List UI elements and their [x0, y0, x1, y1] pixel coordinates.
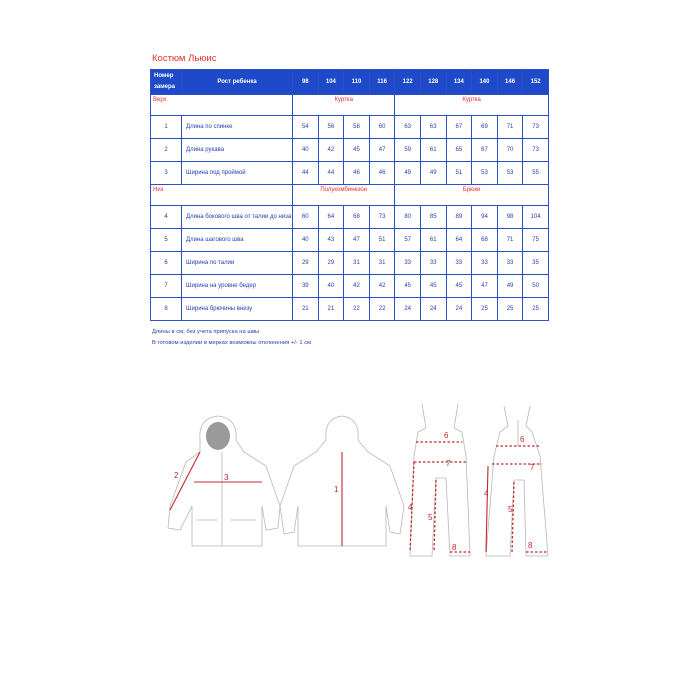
row-num: 6 [151, 252, 182, 275]
header-size: 98 [293, 70, 319, 95]
header-size: 152 [523, 70, 549, 95]
row-value: 42 [344, 275, 370, 298]
header-rost: Рост ребенка [182, 70, 293, 95]
row-value: 46 [344, 162, 370, 185]
row-value: 54 [293, 116, 319, 139]
section-group-right: Куртка [395, 95, 549, 116]
row-value: 53 [497, 162, 523, 185]
row-value: 71 [497, 116, 523, 139]
row-value: 89 [446, 206, 472, 229]
jacket-front-drawing [168, 416, 280, 546]
row-num: 1 [151, 116, 182, 139]
row-value: 65 [446, 139, 472, 162]
row-value: 33 [472, 252, 498, 275]
measure-label-8: 8 [452, 543, 457, 552]
header-size: 116 [369, 70, 395, 95]
row-value: 61 [420, 229, 446, 252]
row-name: Ширина на уровне бедер [182, 275, 293, 298]
row-value: 40 [318, 275, 344, 298]
row-value: 21 [293, 298, 319, 321]
row-value: 57 [395, 229, 421, 252]
row-value: 31 [344, 252, 370, 275]
row-value: 60 [369, 116, 395, 139]
row-value: 67 [472, 139, 498, 162]
row-value: 33 [446, 252, 472, 275]
row-value: 39 [293, 275, 319, 298]
row-value: 31 [369, 252, 395, 275]
row-value: 45 [395, 275, 421, 298]
row-value: 33 [420, 252, 446, 275]
measure-label-5: 5 [428, 513, 433, 522]
row-value: 63 [395, 116, 421, 139]
row-value: 22 [344, 298, 370, 321]
row-name: Длина по спинке [182, 116, 293, 139]
row-value: 71 [497, 229, 523, 252]
section-label: Верх [151, 95, 293, 116]
row-value: 51 [369, 229, 395, 252]
row-value: 51 [446, 162, 472, 185]
row-num: 5 [151, 229, 182, 252]
measure-label-1: 1 [334, 485, 339, 494]
row-value: 73 [523, 116, 549, 139]
measure-label-4: 4 [408, 503, 413, 512]
row-value: 33 [395, 252, 421, 275]
row-value: 75 [523, 229, 549, 252]
row-value: 40 [293, 139, 319, 162]
header-num: Номер замера [151, 70, 182, 95]
row-value: 56 [318, 116, 344, 139]
row-value: 60 [293, 206, 319, 229]
measure-label-7: 7 [446, 459, 451, 468]
section-group-left: Куртка [293, 95, 395, 116]
jacket-back-drawing [280, 416, 404, 546]
measure-label-5b: 5 [508, 505, 513, 514]
row-value: 68 [472, 229, 498, 252]
row-value: 49 [497, 275, 523, 298]
row-value: 46 [369, 162, 395, 185]
row-value: 42 [318, 139, 344, 162]
measure-label-7b: 7 [530, 463, 535, 472]
row-value: 24 [420, 298, 446, 321]
row-value: 63 [420, 116, 446, 139]
note-lengths: Длины в см, без учета припуска на швы [152, 329, 260, 335]
measure-label-8b: 8 [528, 541, 533, 550]
row-value: 53 [472, 162, 498, 185]
section-group-right: Брюки [395, 185, 549, 206]
row-value: 47 [344, 229, 370, 252]
row-value: 24 [446, 298, 472, 321]
row-value: 29 [293, 252, 319, 275]
row-value: 47 [472, 275, 498, 298]
row-num: 4 [151, 206, 182, 229]
row-value: 58 [344, 116, 370, 139]
row-value: 25 [497, 298, 523, 321]
row-value: 35 [523, 252, 549, 275]
row-value: 64 [318, 206, 344, 229]
row-value: 40 [293, 229, 319, 252]
row-num: 2 [151, 139, 182, 162]
row-value: 25 [472, 298, 498, 321]
measure-label-4b: 4 [484, 489, 489, 498]
row-value: 49 [395, 162, 421, 185]
row-value: 21 [318, 298, 344, 321]
row-value: 45 [344, 139, 370, 162]
row-name: Длина бокового шва от талии до низа [182, 206, 293, 229]
row-value: 44 [293, 162, 319, 185]
row-value: 94 [472, 206, 498, 229]
measure-label-6: 6 [444, 431, 449, 440]
row-value: 85 [420, 206, 446, 229]
section-group-left: Полукомбинезон [293, 185, 395, 206]
row-value: 45 [446, 275, 472, 298]
row-value: 98 [497, 206, 523, 229]
header-size: 146 [497, 70, 523, 95]
row-value: 44 [318, 162, 344, 185]
header-size: 128 [420, 70, 446, 95]
measure-label-2: 2 [174, 471, 179, 480]
row-value: 24 [395, 298, 421, 321]
header-size: 122 [395, 70, 421, 95]
row-value: 64 [446, 229, 472, 252]
row-name: Ширина брючины внизу [182, 298, 293, 321]
note-deviation: В готовом изделии в мерках возможны отклонения +/- 1 см [152, 340, 312, 346]
row-value: 68 [344, 206, 370, 229]
row-value: 33 [497, 252, 523, 275]
row-name: Ширина по талии [182, 252, 293, 275]
row-value: 67 [446, 116, 472, 139]
row-name: Длина шагового шва [182, 229, 293, 252]
header-size: 140 [472, 70, 498, 95]
row-name: Ширина под проймой [182, 162, 293, 185]
measure-label-3: 3 [224, 473, 229, 482]
row-value: 61 [420, 139, 446, 162]
row-value: 29 [318, 252, 344, 275]
row-value: 22 [369, 298, 395, 321]
row-value: 73 [369, 206, 395, 229]
row-num: 7 [151, 275, 182, 298]
row-value: 104 [523, 206, 549, 229]
header-size: 110 [344, 70, 370, 95]
row-value: 47 [369, 139, 395, 162]
row-num: 3 [151, 162, 182, 185]
row-num: 8 [151, 298, 182, 321]
row-value: 42 [369, 275, 395, 298]
row-value: 45 [420, 275, 446, 298]
row-value: 55 [523, 162, 549, 185]
row-value: 70 [497, 139, 523, 162]
header-size: 104 [318, 70, 344, 95]
row-value: 69 [472, 116, 498, 139]
section-label: Низ [151, 185, 293, 206]
row-value: 80 [395, 206, 421, 229]
row-value: 59 [395, 139, 421, 162]
row-value: 50 [523, 275, 549, 298]
row-name: Длина рукава [182, 139, 293, 162]
header-size: 134 [446, 70, 472, 95]
row-value: 43 [318, 229, 344, 252]
overalls-drawing [408, 404, 470, 556]
measure-label-6b: 6 [520, 435, 525, 444]
row-value: 49 [420, 162, 446, 185]
pants-drawing [484, 406, 548, 556]
page-title: Костюм Льюис [152, 53, 217, 64]
row-value: 73 [523, 139, 549, 162]
row-value: 25 [523, 298, 549, 321]
